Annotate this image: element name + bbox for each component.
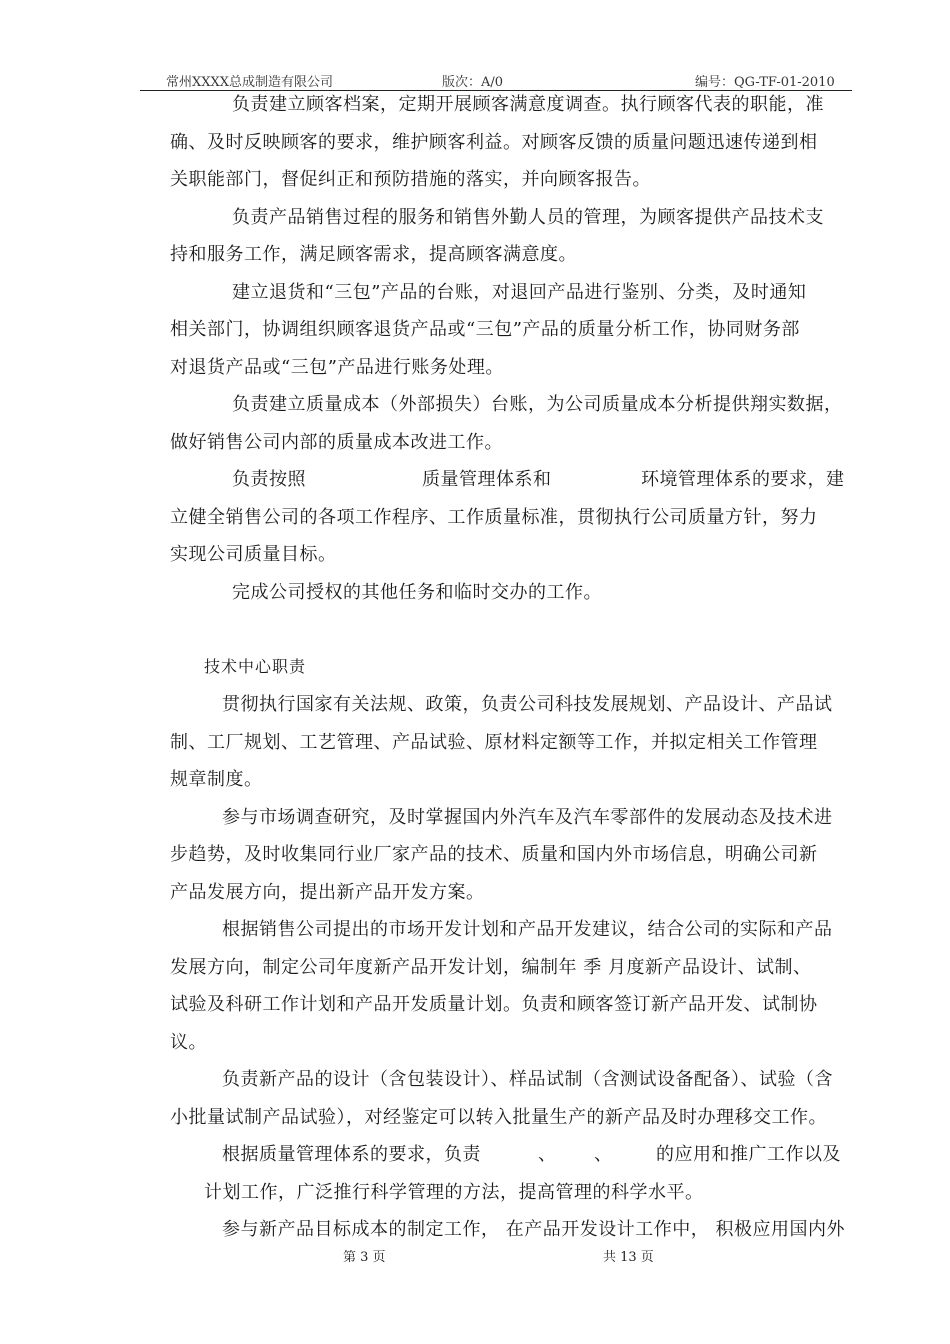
body-line: 规章制度。 <box>170 769 263 790</box>
section-heading: 技术中心职责 <box>204 657 307 676</box>
body-line: 质量管理体系和 <box>422 469 552 490</box>
body-line: 、 <box>538 1144 557 1165</box>
body-line: 负责产品销售过程的服务和销售外勤人员的管理，为顾客提供产品技术支 <box>232 207 824 228</box>
body-line: 确、及时反映顾客的要求，维护顾客利益。对顾客反馈的质量问题迅速传递到相 <box>170 132 818 153</box>
body-line: 相关部门，协调组织顾客退货产品或“三包”产品的质量分析工作，协同财务部 <box>170 319 800 340</box>
body-line: 步趋势，及时收集同行业厂家产品的技术、质量和国内外市场信息，明确公司新 <box>170 844 818 865</box>
body-line: 负责建立顾客档案，定期开展顾客满意度调查。执行顾客代表的职能，准 <box>232 94 824 115</box>
body-line: 计划工作，广泛推行科学管理的方法，提高管理的科学水平。 <box>204 1182 704 1203</box>
body-line: 小批量试制产品试验），对经鉴定可以转入批量生产的新产品及时办理移交工作。 <box>170 1107 827 1128</box>
body-line: 制、工厂规划、工艺管理、产品试验、原材料定额等工作，并拟定相关工作管理 <box>170 732 818 753</box>
footer-total-pages: 共 13 页 <box>603 1250 654 1265</box>
footer-page-number: 第 3 页 <box>343 1250 386 1265</box>
body-line: 参与新产品目标成本的制定工作， 在产品开发设计工作中， 积极应用国内外 <box>222 1219 845 1240</box>
body-line: 建立退货和“三包”产品的台账，对退回产品进行鉴别、分类，及时通知 <box>232 282 807 303</box>
body-line: 立健全销售公司的各项工作程序、工作质量标准，贯彻执行公司质量方针，努力 <box>170 507 818 528</box>
body-line: 贯彻执行国家有关法规、政策，负责公司科技发展规划、产品设计、产品试 <box>222 694 833 715</box>
body-line: 做好销售公司内部的质量成本改进工作。 <box>170 432 503 453</box>
body-line: 完成公司授权的其他任务和临时交办的工作。 <box>232 582 602 603</box>
body-line: 、 <box>594 1144 613 1165</box>
body-line: 产品发展方向，提出新产品开发方案。 <box>170 882 485 903</box>
page-header <box>140 68 852 91</box>
body-line: 发展方向，制定公司年度新产品开发计划，编制年 季 月度新产品设计、试制、 <box>170 957 812 978</box>
body-line: 关职能部门，督促纠正和预防措施的落实，并向顾客报告。 <box>170 169 651 190</box>
header-company: 常州XXXX总成制造有限公司 <box>166 75 334 90</box>
body-line: 参与市场调查研究，及时掌握国内外汽车及汽车零部件的发展动态及技术进 <box>222 807 833 828</box>
body-line: 负责建立质量成本（外部损失）台账，为公司质量成本分析提供翔实数据， <box>232 394 843 415</box>
body-line: 负责按照 <box>232 469 306 490</box>
body-line: 议。 <box>170 1032 207 1053</box>
body-line: 根据销售公司提出的市场开发计划和产品开发建议，结合公司的实际和产品 <box>222 919 833 940</box>
body-line: 对退货产品或“三包”产品进行账务处理。 <box>170 357 504 378</box>
body-line: 实现公司质量目标。 <box>170 544 337 565</box>
body-line: 环境管理体系的要求，建 <box>641 469 845 490</box>
body-line: 根据质量管理体系的要求，负责 <box>222 1144 481 1165</box>
body-line: 持和服务工作，满足顾客需求，提高顾客满意度。 <box>170 244 577 265</box>
body-line: 的应用和推广工作以及 <box>656 1144 841 1165</box>
body-line: 试验及科研工作计划和产品开发质量计划。负责和顾客签订新产品开发、试制协 <box>170 994 818 1015</box>
body-line: 负责新产品的设计（含包装设计）、样品试制（含测试设备配备）、试验（含 <box>222 1069 833 1090</box>
header-version: 版次：A/0 <box>442 75 504 90</box>
header-doc-number: 编号：QG-TF-01-2010 <box>695 75 835 90</box>
